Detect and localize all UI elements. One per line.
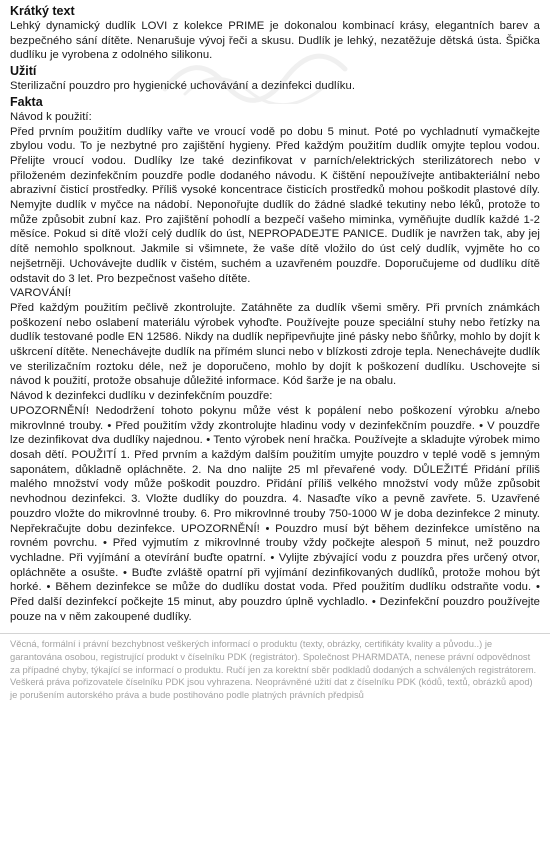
instructions-paragraph: Před prvním použitím dudlíky vařte ve vroucí vodě po dobu 5 minut. Poté po vychladnutí vymačkejte zbylou vodu. To je nezbytné pro zajištění hygieny. Před každým použitím dudlík omyjte teplou vodou. Přelijte vroucí vodou. Dudlíky lze také dezinfikovat v parních/elektrických sterilizátorech nebo v přiloženém dezinfekčním pouzdře podle dodaného návodu. K čištění nepoužívejte antibakteriální nebo abrazivní čisticí prostředky. Příliš vysoké koncentrace čisticích prostředků mohou poškodit plastové díly. Nemyjte dudlík v myčce na nádobí. Neponořujte dudlík do žádné sladké tekutiny nebo léků, protože to může způsobit zubní kaz. Pro zajištění pohodlí a bezpečí vašeho miminka, vyměňujte dudlík každé 1-2 měsíce. Pokud si dítě vloží celý dudlík do úst, NEPROPADEJTE PANICE. Dudlík je navržen tak, aby jej dítě nemohlo spolknout. Jakmile si všimnete, že vaše dítě vložilo do úst celý dudlík, vyjměte ho co nejšetrněji. Uchovávejte dudlík v čistém, suchém a uzavřeném pouzdře. Doporučujeme od dudlíku dítě odstavit do 3 let. Pro bezpečnost vašeho dítěte. xyxy=(10,125,540,285)
facts-section xyxy=(10,95,540,625)
short-text-heading: Krátký text xyxy=(10,4,75,18)
watermark-logo-icon xyxy=(155,44,355,104)
short-text-paragraph: Lehký dynamický dudlík LOVI z kolekce PRIME je dokonalou kombinací krásy, elegantních barev a bezpečného sání dítěte. Nenarušuje vývoj řeči a skusu. Dudlík je lehký, nezatěžuje dětská ústa. Špička dudlíku je vyrobena z odolného silikonu. xyxy=(10,20,540,62)
disinfection-paragraph: UPOZORNĚNÍ! Nedodržení tohoto pokynu může vést k popálení nebo poškození výrobku a/nebo mikrovlnné trouby. • Před použitím vždy zkontrolujte hladinu vody v dezinfekčním pouzdře. • V pouzdře lze dezinfikovat dva dudlíky najednou. • Tento výrobek není hračka. Používejte a skladujte výrobek mimo dosah dětí. POUŽITÍ 1. Před prvním a každým dalším použitím umyjte pouzdro v teplé vodě s jemným saponátem, důkladně opláchněte. 2. Na dno nalijte 25 ml převařené vody. DŮLEŽITÉ Přidání příliš malého množství vody může poškodit pouzdro. Přidání příliš velkého množství vody může způsobit nevhodnou dezinfekci. 3. Vložte dudlíky do pouzdra. 4. Nasaďte víko a pevně zavřete. 5. Uzavřené pouzdro vložte do mikrovlnné trouby. 6. Pro mikrovlnné trouby 750-1000 W je doba dezinfekce 2 minuty. Nepřekračujte dobu dezinfekce. UPOZORNĚNÍ! • Pouzdro musí být během dezinfekce umístěno na rovném povrchu. • Před vyjmutím z mikrovlnné trouby vždy počkejte alespoň 5 minut, než pouzdro vychladne. Při vyjímání a otevírání buďte opatrní. • Vylijte zbývající vodu z pouzdra přes určený otvor, opláchněte a osušte. • Buďte zvláště opatrní při vyjímání dezinfikovaných dudlíků, protože mohou být horké. • Během dezinfekce se může do dudlíku dostat voda. Před použitím dudlíku odstraňte vodu. • Před další dezinfekcí počkejte 15 minut, aby pouzdro úplně vychladlo. • Dezinfekční pouzdro používejte pouze na v něm zakoupené dudlíky. xyxy=(10,404,540,623)
legal-disclaimer: Věcná, formální i právní bezchybnost veškerých informací o produktu (texty, obrázky, certifikáty kvality a původu..) je garantována osobou, registrující produkt v číselníku PDK (registrátor). Společnost PHARMDATA, nenese právní odpovědnost za případné chyby, týkající se informací o produktu. Ručí jen za korektní sběr podkladů dodaných a schválených registrátorem. Veškerá práva pořizovatele číselníku PDK jsou vyhrazena. Neoprávněné užití dat z číselníku PDK (kódů, textů, obrázků apod) je porušením autorského práva a bude postihováno podle platných právních předpisů xyxy=(10,638,537,700)
usage-paragraph: Sterilizační pouzdro pro hygienické uchovávání a dezinfekci dudlíku. xyxy=(10,80,356,93)
disclaimer-divider xyxy=(0,633,550,634)
warning-title: VAROVÁNÍ! xyxy=(10,287,72,300)
usage-heading: Užití xyxy=(10,64,37,79)
disinfection-title: Návod k dezinfekci dudlíku v dezinfekčním pouzdře: xyxy=(10,390,273,403)
facts-heading: Fakta xyxy=(10,94,43,109)
warning-paragraph: Před každým použitím pečlivě zkontrolujte. Zatáhněte za dudlík všemi směry. Při prvních známkách poškození nebo oslabení materiálu výrobek vyhoďte. Používejte pouze speciální stuhy nebo řetízky na dudlík testované podle EN 12586. Nikdy na dudlík nepřipevňujte jiné pásky nebo šňůrky, mohlo by dojít k uškrcení dítěte. Nenechávejte dudlík na přímém slunci nebo v blízkosti zdroje tepla. Nenechávejte dudlík ve sterilizačním roztoku déle, než je doporučeno, mohlo by dojít k poškození dudlíku. Uschovejte si návod k použití, protože obsahuje důležité informace. Kód šarže je na obalu. xyxy=(10,301,540,388)
instructions-title: Návod k použití: xyxy=(10,110,92,123)
